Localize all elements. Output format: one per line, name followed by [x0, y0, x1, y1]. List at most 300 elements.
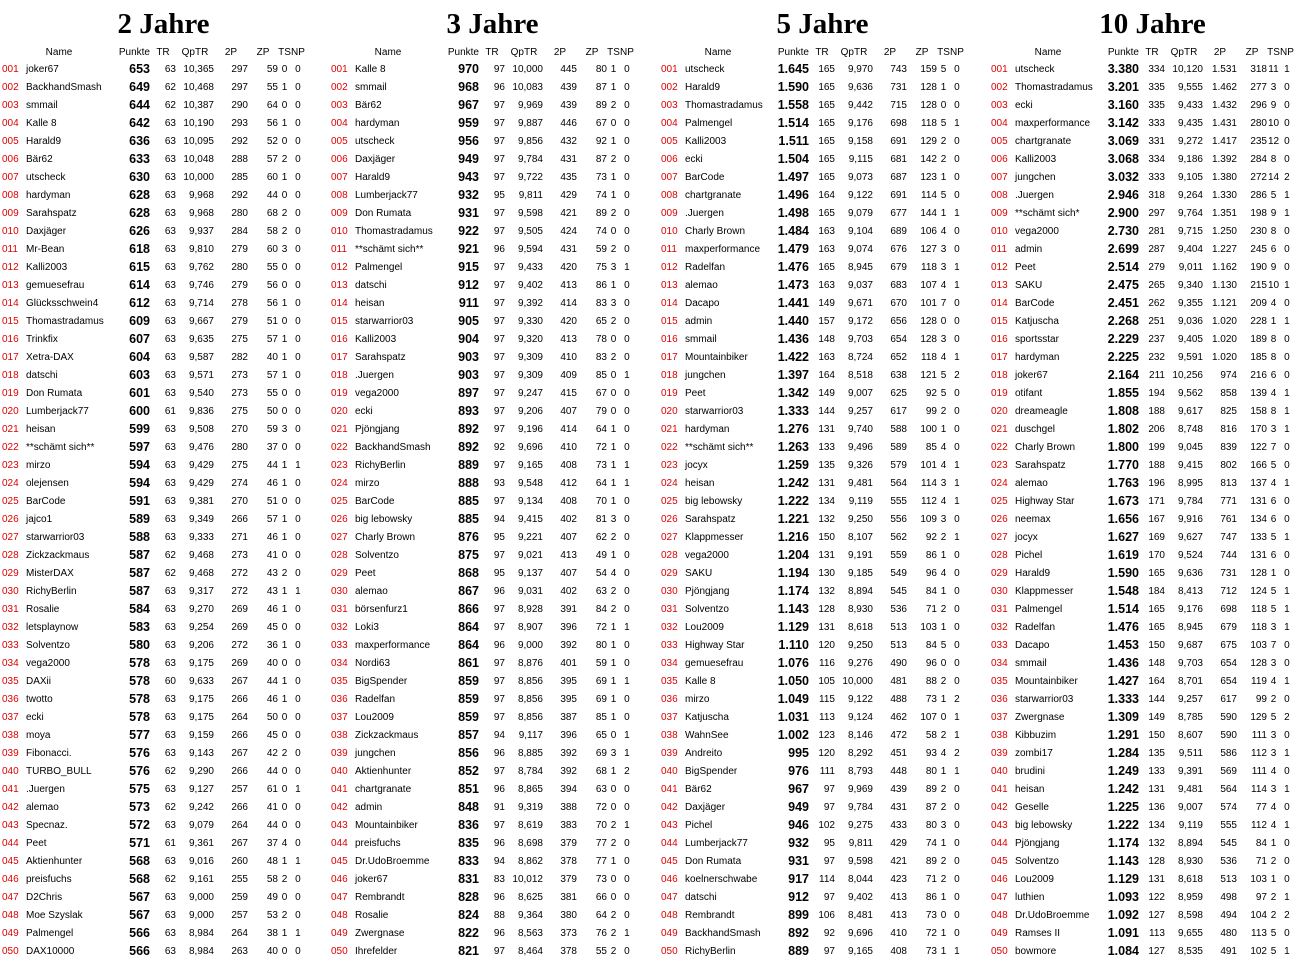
rank-number: 026: [331, 513, 348, 525]
ts-value: 6: [1270, 369, 1277, 381]
2p-value: 451: [890, 747, 907, 759]
qptr-value: 9,250: [847, 513, 873, 525]
zp-value: 102: [1250, 945, 1267, 957]
table-row: [331, 762, 634, 780]
zp-value: 40: [266, 945, 278, 957]
player-name: Klappmesser: [1015, 585, 1074, 597]
tr-value: 63: [164, 423, 176, 435]
zp-value: 96: [925, 567, 937, 579]
zp-value: 72: [595, 441, 607, 453]
player-name: BarCode: [1015, 297, 1055, 309]
2p-value: 395: [560, 693, 577, 705]
table-row: [991, 618, 1294, 636]
2p-value: 423: [890, 873, 907, 885]
2p-value: 731: [890, 81, 907, 93]
player-name: börsenfurz1: [355, 603, 408, 615]
player-name: Pichel: [1015, 549, 1043, 561]
qptr-value: 9,429: [188, 477, 214, 489]
player-name: starwarrior03: [1015, 693, 1074, 705]
zp-value: 80: [925, 819, 937, 831]
table-row: [661, 870, 964, 888]
tr-value: 95: [823, 837, 835, 849]
tr-value: 171: [1148, 495, 1165, 507]
2p-value: 670: [890, 297, 907, 309]
np-value: 0: [295, 171, 301, 183]
header-qptr: QpTR: [181, 46, 209, 58]
2p-value: 266: [231, 729, 248, 741]
np-value: 1: [954, 207, 960, 219]
zp-value: 52: [266, 135, 278, 147]
qptr-value: 9,221: [517, 531, 543, 543]
panel-title: 5 Jahre: [776, 8, 869, 40]
points: 1.342: [777, 386, 809, 400]
qptr-value: 10,048: [183, 153, 214, 165]
rank-number: 045: [661, 855, 678, 867]
points: 915: [458, 260, 479, 274]
np-value: 0: [624, 891, 630, 903]
ts-value: 1: [610, 189, 617, 201]
player-name: Harald9: [355, 171, 391, 183]
zp-value: 121: [920, 369, 937, 381]
ts-value: 1: [610, 441, 617, 453]
tr-value: 188: [1148, 459, 1165, 471]
tr-value: 63: [164, 909, 176, 921]
rank-number: 007: [991, 171, 1008, 183]
qptr-value: 9,598: [847, 855, 873, 867]
ts-value: 3: [940, 819, 947, 831]
qptr-value: 9,105: [1177, 171, 1203, 183]
np-value: 0: [295, 801, 301, 813]
tr-value: 63: [164, 657, 176, 669]
points: 995: [788, 746, 809, 760]
rank-number: 025: [991, 495, 1008, 507]
2p-value: 761: [1220, 513, 1237, 525]
zp-value: 55: [595, 945, 607, 957]
zp-value: 84: [595, 603, 607, 615]
tr-value: 63: [164, 351, 176, 363]
ts-value: 0: [610, 729, 617, 741]
player-name: Glücksschwein4: [26, 297, 99, 309]
ts-value: 8: [1270, 351, 1277, 363]
rank-number: 029: [331, 567, 348, 579]
rank-number: 030: [331, 585, 348, 597]
points: 1.476: [1107, 620, 1139, 634]
np-value: 0: [295, 333, 301, 345]
table-row: [991, 222, 1294, 240]
qptr-value: 9,196: [517, 423, 543, 435]
np-value: 1: [1284, 585, 1290, 597]
table-row: [991, 708, 1294, 726]
tr-value: 102: [818, 819, 835, 831]
np-value: 0: [954, 675, 960, 687]
np-value: 0: [954, 657, 960, 669]
rank-number: 022: [661, 441, 678, 453]
2p-value: 1.020: [1211, 351, 1237, 363]
table-row: [661, 888, 964, 906]
2p-value: 1.227: [1211, 243, 1237, 255]
points: 653: [129, 62, 150, 76]
points: 642: [129, 116, 150, 130]
table-row: [2, 690, 305, 708]
points: 1.619: [1107, 548, 1139, 562]
rank-number: 044: [991, 837, 1008, 849]
zp-value: 139: [1250, 387, 1267, 399]
rank-number: 032: [2, 621, 19, 633]
2p-value: 272: [231, 639, 248, 651]
ts-value: 5: [1270, 927, 1277, 939]
player-name: .Juergen: [355, 369, 394, 381]
ts-value: 5: [1270, 603, 1277, 615]
ts-value: 4: [1270, 819, 1277, 831]
tr-value: 262: [1148, 297, 1165, 309]
points: 1.242: [777, 476, 809, 490]
table-row: [331, 150, 634, 168]
rank-number: 033: [991, 639, 1008, 651]
points: 1.222: [1107, 818, 1139, 832]
player-name: hardyman: [355, 117, 400, 129]
ts-value: 3: [1270, 423, 1277, 435]
rank-number: 024: [991, 477, 1008, 489]
qptr-value: 8,959: [1177, 891, 1203, 903]
tr-value: 63: [164, 693, 176, 705]
2p-value: 813: [1220, 477, 1237, 489]
points: 576: [129, 746, 150, 760]
header-zp: ZP: [915, 46, 929, 58]
zp-value: 86: [925, 549, 937, 561]
points: 575: [129, 782, 150, 796]
table-row: [331, 816, 634, 834]
tr-value: 63: [164, 333, 176, 345]
table-row: [331, 348, 634, 366]
header-2p: 2P: [224, 46, 238, 58]
qptr-value: 10,256: [1172, 369, 1203, 381]
zp-value: 71: [925, 873, 937, 885]
rank-number: 043: [331, 819, 348, 831]
qptr-value: 9,856: [517, 135, 543, 147]
zp-value: 69: [595, 693, 607, 705]
np-value: 1: [1284, 621, 1290, 633]
qptr-value: 9,021: [517, 549, 543, 561]
player-name: smmail: [355, 81, 387, 93]
ts-value: 7: [1270, 441, 1277, 453]
qptr-value: 9,349: [188, 513, 214, 525]
zp-value: 131: [1250, 549, 1267, 561]
2p-value: 744: [1220, 549, 1237, 561]
player-name: **schämt sich**: [355, 243, 424, 255]
rank-number: 046: [661, 873, 678, 885]
ts-value: 4: [940, 351, 947, 363]
rank-number: 039: [2, 747, 19, 759]
header-tr: TR: [156, 46, 170, 58]
qptr-value: 9,319: [517, 801, 543, 813]
table-row: [2, 132, 305, 150]
ts-value: 1: [281, 477, 288, 489]
table-row: [2, 654, 305, 672]
tr-value: 97: [493, 99, 505, 111]
points: 628: [129, 188, 150, 202]
player-name: Moe Szyslak: [26, 909, 83, 921]
player-name: Don Rumata: [685, 855, 742, 867]
np-value: 0: [1284, 801, 1290, 813]
rank-number: 012: [991, 261, 1008, 273]
2p-value: 1.130: [1211, 279, 1237, 291]
rank-number: 014: [331, 297, 348, 309]
np-value: 1: [295, 927, 301, 939]
player-name: starwarrior03: [26, 531, 85, 543]
rank-number: 001: [991, 63, 1008, 75]
table-row: [661, 186, 964, 204]
qptr-value: 9,937: [188, 225, 214, 237]
rank-number: 042: [661, 801, 678, 813]
ts-value: 0: [281, 495, 288, 507]
qptr-value: 8,785: [1177, 711, 1203, 723]
zp-value: 86: [925, 891, 937, 903]
2p-value: 555: [1220, 819, 1237, 831]
np-value: 0: [954, 171, 960, 183]
points: 1.504: [777, 152, 809, 166]
ts-value: 1: [610, 711, 617, 723]
2p-value: 280: [231, 261, 248, 273]
header-2p: 2P: [883, 46, 897, 58]
ts-value: 5: [940, 387, 947, 399]
2p-value: 266: [231, 693, 248, 705]
zp-value: 45: [266, 729, 278, 741]
tr-value: 97: [493, 459, 505, 471]
rank-number: 018: [991, 369, 1008, 381]
table-row: [331, 384, 634, 402]
rank-number: 012: [331, 261, 348, 273]
2p-value: 448: [890, 765, 907, 777]
ts-value: 2: [940, 153, 947, 165]
table-row: [331, 366, 634, 384]
tr-value: 97: [493, 351, 505, 363]
player-name: Solventzo: [355, 549, 399, 561]
2p-value: 1.250: [1211, 225, 1237, 237]
table-row: [991, 96, 1294, 114]
zp-value: 85: [595, 369, 607, 381]
zp-value: 43: [266, 567, 278, 579]
qptr-value: 10,365: [183, 63, 214, 75]
tr-value: 63: [164, 819, 176, 831]
np-value: 0: [295, 747, 301, 759]
player-name: chartgranate: [355, 783, 412, 795]
rank-number: 034: [2, 657, 19, 669]
table-row: [661, 474, 964, 492]
tr-value: 97: [823, 891, 835, 903]
ts-value: 2: [940, 873, 947, 885]
table-row: [2, 402, 305, 420]
zp-value: 77: [1255, 801, 1267, 813]
rank-number: 030: [2, 585, 19, 597]
2p-value: 263: [231, 945, 248, 957]
np-value: 0: [295, 693, 301, 705]
qptr-value: 8,856: [517, 711, 543, 723]
player-name: BackhandSmash: [355, 441, 431, 453]
qptr-value: 10,083: [512, 81, 543, 93]
qptr-value: 9,016: [188, 855, 214, 867]
player-name: Sarahspatz: [1015, 459, 1066, 471]
points: 1.249: [1107, 764, 1139, 778]
table-row: [331, 636, 634, 654]
table-row: [991, 600, 1294, 618]
table-row: [331, 690, 634, 708]
ts-value: 14: [1267, 171, 1280, 183]
points: 1.479: [777, 242, 809, 256]
np-value: 0: [624, 585, 630, 597]
player-name: TURBO_BULL: [26, 765, 92, 777]
rank-number: 049: [331, 927, 348, 939]
zp-value: 96: [925, 657, 937, 669]
table-row: [2, 528, 305, 546]
ts-value: 1: [281, 603, 288, 615]
qptr-value: 9,206: [188, 639, 214, 651]
zp-value: 216: [1250, 369, 1267, 381]
rank-number: 024: [331, 477, 348, 489]
player-name: Thomastradamus: [355, 225, 433, 237]
zp-value: 129: [920, 135, 937, 147]
np-value: 1: [1284, 189, 1290, 201]
2p-value: 270: [231, 495, 248, 507]
qptr-value: 8,724: [847, 351, 873, 363]
tr-value: 62: [164, 549, 176, 561]
table-row: [2, 780, 305, 798]
points: 566: [129, 944, 150, 958]
points: 2.514: [1107, 260, 1139, 274]
qptr-value: 8,701: [1177, 675, 1203, 687]
2p-value: 264: [231, 927, 248, 939]
rank-number: 049: [991, 927, 1008, 939]
ts-value: 2: [940, 783, 947, 795]
table-row: [331, 312, 634, 330]
rank-number: 040: [331, 765, 348, 777]
points: 835: [458, 836, 479, 850]
zp-value: 64: [595, 423, 607, 435]
tr-value: 333: [1148, 171, 1165, 183]
qptr-value: 8,784: [517, 765, 543, 777]
zp-value: 73: [595, 873, 607, 885]
qptr-value: 9,007: [1177, 801, 1203, 813]
tr-value: 127: [1148, 909, 1165, 921]
rank-number: 048: [661, 909, 678, 921]
ts-value: 0: [281, 801, 288, 813]
points: 831: [458, 872, 479, 886]
qptr-value: 10,190: [183, 117, 214, 129]
table-row: [661, 852, 964, 870]
points: 568: [129, 872, 150, 886]
rank-number: 017: [991, 351, 1008, 363]
ts-value: 1: [281, 81, 288, 93]
rank-number: 002: [661, 81, 678, 93]
tr-value: 335: [1148, 81, 1165, 93]
qptr-value: 9,119: [848, 495, 873, 507]
np-value: 0: [1284, 153, 1290, 165]
player-name: Rosalie: [26, 603, 60, 615]
rank-number: 018: [661, 369, 678, 381]
points: 1.496: [777, 188, 809, 202]
ts-value: 0: [281, 729, 288, 741]
points: 2.730: [1107, 224, 1139, 238]
tr-value: 131: [818, 477, 835, 489]
np-value: 0: [954, 585, 960, 597]
player-name: utscheck: [1015, 63, 1055, 75]
rank-number: 023: [2, 459, 19, 471]
tr-value: 165: [818, 153, 835, 165]
2p-value: 410: [560, 441, 577, 453]
ts-value: 5: [940, 639, 947, 651]
points: 1.309: [1107, 710, 1139, 724]
points: 899: [788, 908, 809, 922]
tr-value: 148: [818, 333, 835, 345]
qptr-value: 8,535: [1177, 945, 1203, 957]
zp-value: 99: [925, 405, 937, 417]
tr-value: 113: [1149, 927, 1165, 939]
ts-value: 2: [610, 585, 617, 597]
zp-value: 43: [266, 585, 278, 597]
player-name: admin: [355, 801, 383, 813]
ts-value: 0: [610, 117, 617, 129]
np-value: 0: [295, 297, 301, 309]
2p-value: 260: [231, 855, 248, 867]
2p-value: 269: [231, 621, 248, 633]
tr-value: 144: [818, 405, 835, 417]
qptr-value: 8,598: [1177, 909, 1203, 921]
table-row: [331, 402, 634, 420]
2p-value: 407: [560, 405, 577, 417]
player-name: joker67: [26, 63, 59, 75]
table-row: [991, 582, 1294, 600]
player-name: hardyman: [26, 189, 71, 201]
ts-value: 1: [281, 513, 288, 525]
zp-value: 69: [595, 675, 607, 687]
tr-value: 163: [818, 243, 835, 255]
zp-value: 107: [920, 279, 937, 291]
qptr-value: 8,619: [517, 819, 543, 831]
zp-value: 58: [266, 225, 278, 237]
qptr-value: 9,916: [1177, 513, 1203, 525]
zp-value: 51: [266, 315, 278, 327]
table-row: [2, 834, 305, 852]
player-name: joker67: [355, 873, 388, 885]
tr-value: 63: [164, 891, 176, 903]
player-name: Bär62: [26, 153, 53, 165]
ts-value: 1: [281, 369, 288, 381]
ts-value: 8: [1270, 153, 1277, 165]
rank-number: 035: [2, 675, 19, 687]
points: 912: [788, 890, 809, 904]
qptr-value: 9,317: [188, 585, 214, 597]
qptr-value: 9,671: [847, 297, 873, 309]
zp-value: 92: [925, 531, 937, 543]
2p-value: 420: [560, 315, 577, 327]
points: 1.802: [1107, 422, 1139, 436]
np-value: 0: [954, 225, 960, 237]
np-value: 0: [624, 495, 630, 507]
np-value: 0: [954, 243, 960, 255]
qptr-value: 9,969: [847, 783, 873, 795]
table-row: [661, 402, 964, 420]
ts-value: 1: [940, 945, 947, 957]
rank-number: 019: [661, 387, 678, 399]
qptr-value: 9,276: [847, 657, 873, 669]
np-value: 0: [295, 945, 301, 957]
tr-value: 96: [493, 927, 505, 939]
qptr-value: 9,257: [1177, 693, 1203, 705]
2p-value: 387: [560, 711, 577, 723]
player-name: Highway Star: [1015, 495, 1075, 507]
points: 949: [458, 152, 479, 166]
table-row: [661, 492, 964, 510]
qptr-value: 9,633: [188, 675, 214, 687]
